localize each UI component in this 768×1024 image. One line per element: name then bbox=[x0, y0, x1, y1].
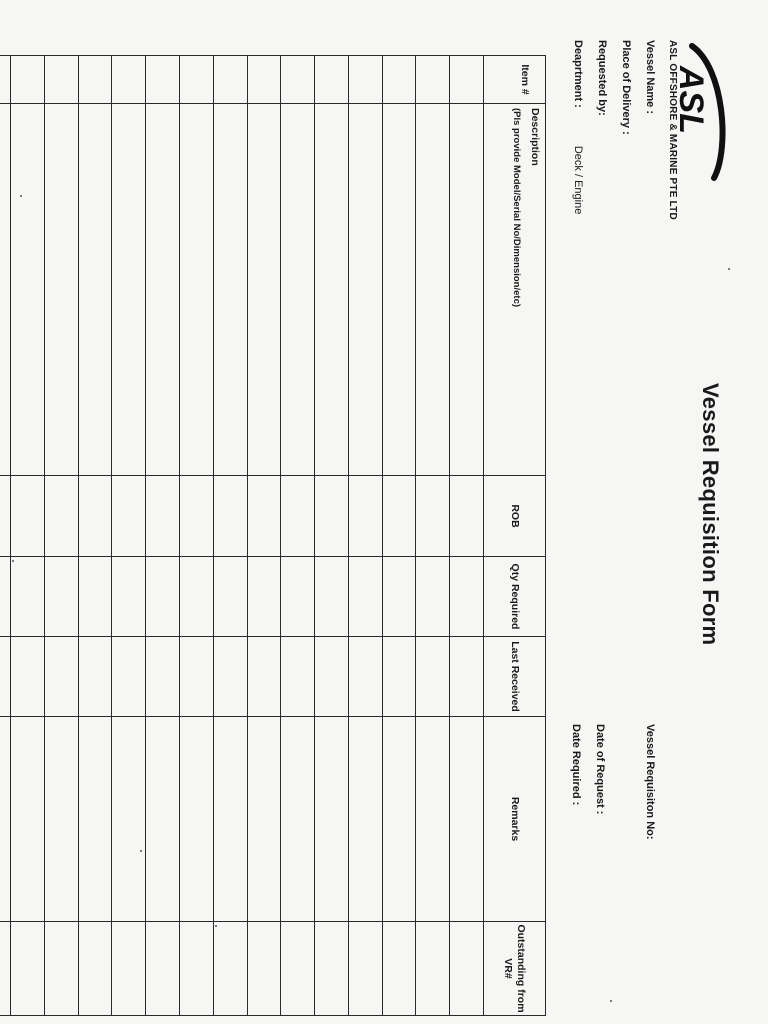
table-cell bbox=[179, 476, 213, 557]
table-cell bbox=[78, 922, 112, 1016]
table-cell bbox=[450, 476, 484, 557]
table-cell bbox=[78, 717, 112, 922]
table-cell bbox=[281, 476, 315, 557]
table-cell bbox=[0, 476, 11, 557]
table-cell bbox=[11, 104, 45, 476]
col-remarks: Remarks bbox=[484, 717, 546, 922]
table-row bbox=[450, 56, 484, 1016]
table-cell bbox=[0, 557, 11, 637]
scan-speck bbox=[728, 268, 730, 270]
col-description bbox=[484, 104, 546, 476]
table-cell bbox=[112, 56, 146, 104]
table-cell bbox=[348, 56, 382, 104]
table-cell bbox=[11, 476, 45, 557]
table-cell bbox=[146, 557, 180, 637]
table-cell bbox=[11, 717, 45, 922]
table-cell bbox=[247, 922, 281, 1016]
table-cell bbox=[44, 104, 78, 476]
table-row bbox=[112, 56, 146, 1016]
table-cell bbox=[179, 922, 213, 1016]
table-cell bbox=[450, 922, 484, 1016]
table-cell bbox=[146, 717, 180, 922]
table-cell bbox=[382, 717, 416, 922]
table-cell bbox=[213, 56, 247, 104]
table-cell bbox=[213, 557, 247, 637]
table-cell bbox=[382, 922, 416, 1016]
table-cell bbox=[11, 637, 45, 717]
table-cell bbox=[450, 637, 484, 717]
table-cell bbox=[44, 476, 78, 557]
table-cell bbox=[450, 104, 484, 476]
table-cell bbox=[348, 922, 382, 1016]
table-row bbox=[179, 56, 213, 1016]
table-cell bbox=[247, 637, 281, 717]
table-cell bbox=[416, 476, 450, 557]
department-value: Deck / Engine bbox=[572, 145, 584, 215]
table-cell bbox=[44, 637, 78, 717]
table-cell bbox=[315, 56, 349, 104]
col-description-label: Description bbox=[529, 108, 541, 166]
table-row bbox=[11, 56, 45, 1016]
scan-speck bbox=[215, 925, 217, 927]
table-cell bbox=[315, 476, 349, 557]
scan-speck bbox=[140, 850, 142, 852]
date-required-label: Date Required : bbox=[570, 724, 582, 806]
table-cell bbox=[11, 557, 45, 637]
table-cell bbox=[281, 104, 315, 476]
table-cell bbox=[44, 717, 78, 922]
table-cell bbox=[382, 56, 416, 104]
table-cell bbox=[416, 557, 450, 637]
place-of-delivery-label: Place of Delivery : bbox=[620, 40, 632, 135]
date-of-request-label: Date of Request : bbox=[594, 724, 606, 815]
table-cell bbox=[112, 922, 146, 1016]
table-cell bbox=[146, 104, 180, 476]
table-cell bbox=[179, 104, 213, 476]
vessel-name-label: Vessel Name : bbox=[644, 40, 656, 114]
table-cell bbox=[179, 557, 213, 637]
table-cell bbox=[112, 476, 146, 557]
table-cell bbox=[78, 557, 112, 637]
col-last-received: Last Received bbox=[484, 637, 546, 717]
table-cell bbox=[0, 56, 11, 104]
table-cell bbox=[213, 104, 247, 476]
table-cell bbox=[213, 717, 247, 922]
table-cell bbox=[416, 637, 450, 717]
table-row bbox=[247, 56, 281, 1016]
scan-speck bbox=[12, 560, 14, 562]
table-cell bbox=[348, 104, 382, 476]
table-cell bbox=[382, 104, 416, 476]
table-cell bbox=[247, 476, 281, 557]
table-cell bbox=[146, 637, 180, 717]
table-cell bbox=[0, 717, 11, 922]
table-cell bbox=[247, 56, 281, 104]
table-cell bbox=[416, 717, 450, 922]
table-cell bbox=[315, 637, 349, 717]
table-row bbox=[78, 56, 112, 1016]
table-cell bbox=[450, 717, 484, 922]
table-row bbox=[213, 56, 247, 1016]
table-cell bbox=[44, 557, 78, 637]
department-field bbox=[572, 40, 584, 214]
table-header-row bbox=[484, 56, 546, 1016]
table-cell bbox=[112, 104, 146, 476]
table-cell bbox=[281, 717, 315, 922]
table-cell bbox=[247, 557, 281, 637]
scan-speck bbox=[20, 195, 22, 197]
requested-by-label: Requested by: bbox=[596, 40, 608, 116]
scan-speck bbox=[610, 1000, 612, 1002]
table-cell bbox=[315, 104, 349, 476]
table-cell bbox=[112, 637, 146, 717]
table-cell bbox=[0, 104, 11, 476]
company-name: ASL OFFSHORE & MARINE PTE LTD bbox=[667, 40, 678, 220]
table-row bbox=[416, 56, 450, 1016]
table-cell bbox=[382, 476, 416, 557]
department-label: Deaprtment : bbox=[572, 40, 584, 108]
table-cell bbox=[146, 476, 180, 557]
table-cell bbox=[179, 56, 213, 104]
table-cell bbox=[416, 922, 450, 1016]
table-cell bbox=[382, 637, 416, 717]
asl-logo bbox=[672, 38, 732, 188]
table-row bbox=[348, 56, 382, 1016]
table-cell bbox=[348, 717, 382, 922]
table-cell bbox=[11, 56, 45, 104]
table-cell bbox=[315, 922, 349, 1016]
table-cell bbox=[450, 557, 484, 637]
table-cell bbox=[281, 637, 315, 717]
table-cell bbox=[348, 476, 382, 557]
table-row bbox=[146, 56, 180, 1016]
table-cell bbox=[416, 104, 450, 476]
table-cell bbox=[78, 56, 112, 104]
col-outstanding: Outstanding from VR# bbox=[484, 922, 546, 1016]
table-cell bbox=[247, 104, 281, 476]
table-cell bbox=[179, 637, 213, 717]
table-cell bbox=[348, 557, 382, 637]
table-cell bbox=[315, 717, 349, 922]
table-cell bbox=[315, 557, 349, 637]
table-cell bbox=[281, 56, 315, 104]
table-cell bbox=[382, 557, 416, 637]
svg-text:ASL: ASL bbox=[672, 66, 710, 134]
table-cell bbox=[78, 637, 112, 717]
table-cell bbox=[213, 922, 247, 1016]
table-body bbox=[0, 56, 484, 1016]
table-cell bbox=[213, 476, 247, 557]
col-qty-required: Qty Required bbox=[484, 557, 546, 637]
table-cell bbox=[416, 56, 450, 104]
col-item-number: Item # bbox=[484, 56, 546, 104]
col-description-hint: (Pls provide Model/Serial No/Dimension/etc) bbox=[511, 108, 523, 308]
table-cell bbox=[0, 637, 11, 717]
table-cell bbox=[78, 104, 112, 476]
requisition-table bbox=[0, 55, 546, 1016]
table-cell bbox=[348, 637, 382, 717]
table-cell bbox=[44, 922, 78, 1016]
table-cell bbox=[112, 717, 146, 922]
table-cell bbox=[213, 637, 247, 717]
table-cell bbox=[0, 922, 11, 1016]
table-row bbox=[281, 56, 315, 1016]
table-row bbox=[382, 56, 416, 1016]
table-row bbox=[44, 56, 78, 1016]
table-cell bbox=[281, 557, 315, 637]
table-cell bbox=[112, 557, 146, 637]
table-cell bbox=[281, 922, 315, 1016]
table-cell bbox=[44, 56, 78, 104]
table-row bbox=[315, 56, 349, 1016]
col-rob: ROB bbox=[484, 476, 546, 557]
table-cell bbox=[247, 717, 281, 922]
table-cell bbox=[78, 476, 112, 557]
table-cell bbox=[450, 56, 484, 104]
table-cell bbox=[11, 922, 45, 1016]
requisition-no-label: Vessel Requisiton No: bbox=[644, 724, 656, 840]
table-cell bbox=[146, 922, 180, 1016]
table-cell bbox=[146, 56, 180, 104]
form-title: Vessel Requisition Form bbox=[698, 383, 723, 646]
table-row bbox=[0, 56, 11, 1016]
table-cell bbox=[179, 717, 213, 922]
